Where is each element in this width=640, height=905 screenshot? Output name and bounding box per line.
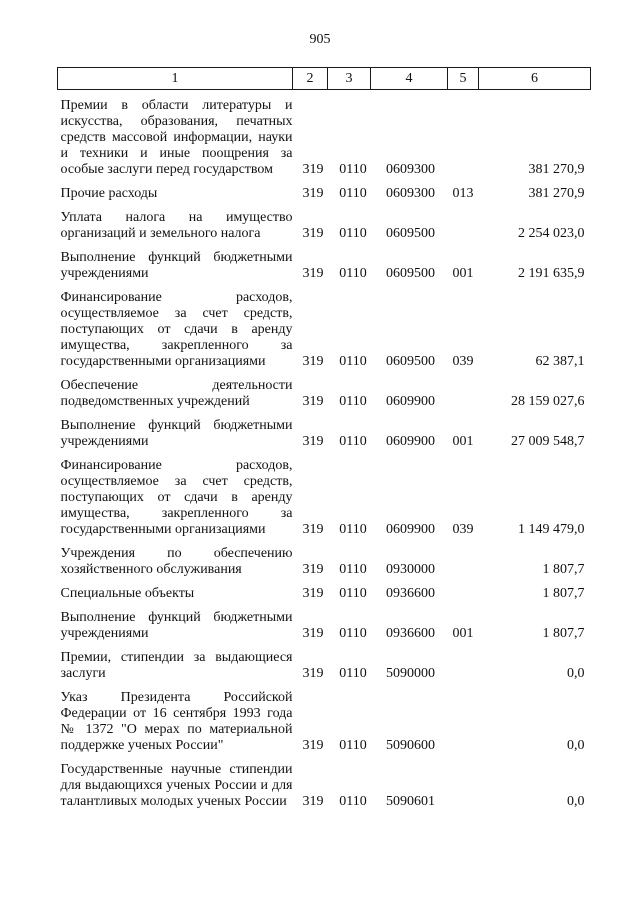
code-col-4: 0936600 (386, 626, 435, 641)
amount: 381 270,9 (528, 186, 585, 201)
item-name: Финансирование расходов, осуществляемое за счет средств, поступающих от сдачи в аренду имущества, закрепленного за государственными организациями (60, 290, 293, 369)
amount: 1 807,7 (542, 586, 585, 601)
item-name: Прочие расходы (60, 186, 158, 201)
amount: 28 159 027,6 (511, 394, 585, 409)
item-name: Указ Президента Российской Федерации от 16 сентября 1993 года № 1372 "О мерах по материальной поддержке ученых России" (60, 690, 293, 753)
amount: 1 149 479,0 (518, 522, 585, 537)
table-row (58, 450, 591, 538)
code-col-5 (448, 578, 479, 602)
item-name: Учреждения по обеспечению хозяйственного обслуживания (60, 546, 293, 577)
amount: 62 387,1 (535, 354, 585, 369)
code-col-3: 0110 (339, 666, 367, 681)
budget-table (57, 67, 591, 810)
table-row (58, 410, 591, 450)
code-col-4: 0609300 (386, 162, 435, 177)
code-col-3: 0110 (339, 394, 367, 409)
code-col-4: 5090000 (386, 666, 435, 681)
code-col-5: 001 (452, 626, 474, 641)
amount: 2 254 023,0 (518, 226, 585, 241)
header-col-3: 3 (328, 68, 371, 90)
item-name: Выполнение функций бюджетными учреждениями (60, 418, 293, 449)
table-row (58, 178, 591, 202)
code-col-4: 5090600 (386, 738, 435, 753)
amount: 1 807,7 (542, 562, 585, 577)
amount: 381 270,9 (528, 162, 585, 177)
item-name: Выполнение функций бюджетными учреждениями (60, 610, 293, 641)
code-col-4: 0609900 (386, 394, 435, 409)
table-row (58, 754, 591, 810)
item-name: Государственные научные стипендии для выдающихся ученых России и для талантливых молодых ученых России (60, 762, 293, 809)
code-col-3: 0110 (339, 266, 367, 281)
code-col-5: 039 (452, 522, 474, 537)
code-col-5 (448, 642, 479, 682)
code-col-5: 001 (452, 434, 474, 449)
code-col-5 (448, 202, 479, 242)
code-col-4: 0609500 (386, 354, 435, 369)
header-col-6: 6 (479, 68, 591, 90)
table-row (58, 202, 591, 242)
header-col-5: 5 (448, 68, 479, 90)
code-col-4: 0609300 (386, 186, 435, 201)
table-row (58, 370, 591, 410)
code-col-5: 001 (452, 266, 474, 281)
code-col-2: 319 (302, 186, 324, 201)
code-col-5: 013 (452, 186, 474, 201)
code-col-2: 319 (302, 794, 324, 809)
table-row (58, 242, 591, 282)
item-name: Специальные объекты (60, 586, 195, 601)
amount: 1 807,7 (542, 626, 585, 641)
code-col-5 (448, 538, 479, 578)
code-col-5 (448, 90, 479, 179)
code-col-3: 0110 (339, 522, 367, 537)
page-number: 905 (309, 32, 331, 47)
table-header-row (58, 68, 591, 90)
header-col-2: 2 (293, 68, 328, 90)
code-col-4: 0609500 (386, 226, 435, 241)
code-col-4: 0930000 (386, 562, 435, 577)
code-col-4: 5090601 (386, 794, 435, 809)
code-col-2: 319 (302, 626, 324, 641)
code-col-2: 319 (302, 522, 324, 537)
code-col-2: 319 (302, 226, 324, 241)
header-col-1: 1 (58, 68, 293, 90)
table-row (58, 90, 591, 179)
code-col-2: 319 (302, 738, 324, 753)
table-row (58, 578, 591, 602)
amount: 2 191 635,9 (518, 266, 585, 281)
code-col-4: 0609900 (386, 434, 435, 449)
code-col-3: 0110 (339, 586, 367, 601)
code-col-5 (448, 370, 479, 410)
code-col-3: 0110 (339, 562, 367, 577)
table-row (58, 682, 591, 754)
table-row (58, 282, 591, 370)
item-name: Выполнение функций бюджетными учреждениями (60, 250, 293, 281)
amount: 27 009 548,7 (511, 434, 585, 449)
code-col-4: 0609900 (386, 522, 435, 537)
item-name: Премии, стипендии за выдающиеся заслуги (60, 650, 293, 681)
code-col-2: 319 (302, 266, 324, 281)
code-col-3: 0110 (339, 226, 367, 241)
code-col-2: 319 (302, 434, 324, 449)
code-col-3: 0110 (339, 794, 367, 809)
amount: 0,0 (567, 666, 585, 681)
code-col-3: 0110 (339, 354, 367, 369)
table-row (58, 538, 591, 578)
item-name: Уплата налога на имущество организаций и земельного налога (60, 210, 293, 241)
code-col-3: 0110 (339, 162, 367, 177)
code-col-2: 319 (302, 394, 324, 409)
item-name: Премии в области литературы и искусства, образования, печатных средств массовой информации, науки и техники и иные поощрения за особые заслуги перед государством (60, 98, 293, 177)
code-col-5 (448, 682, 479, 754)
code-col-2: 319 (302, 586, 324, 601)
item-name: Обеспечение деятельности подведомственных учреждений (60, 378, 293, 409)
table-row (58, 602, 591, 642)
code-col-4: 0936600 (386, 586, 435, 601)
header-col-4: 4 (371, 68, 448, 90)
code-col-2: 319 (302, 354, 324, 369)
code-col-3: 0110 (339, 434, 367, 449)
code-col-2: 319 (302, 666, 324, 681)
code-col-2: 319 (302, 562, 324, 577)
code-col-5: 039 (452, 354, 474, 369)
amount: 0,0 (567, 794, 585, 809)
table-row (58, 642, 591, 682)
code-col-5 (448, 754, 479, 810)
code-col-3: 0110 (339, 738, 367, 753)
amount: 0,0 (567, 738, 585, 753)
code-col-3: 0110 (339, 186, 367, 201)
code-col-3: 0110 (339, 626, 367, 641)
item-name: Финансирование расходов, осуществляемое за счет средств, поступающих от сдачи в аренду имущества, закрепленного за государственными организациями (60, 458, 293, 537)
code-col-4: 0609500 (386, 266, 435, 281)
code-col-2: 319 (302, 162, 324, 177)
